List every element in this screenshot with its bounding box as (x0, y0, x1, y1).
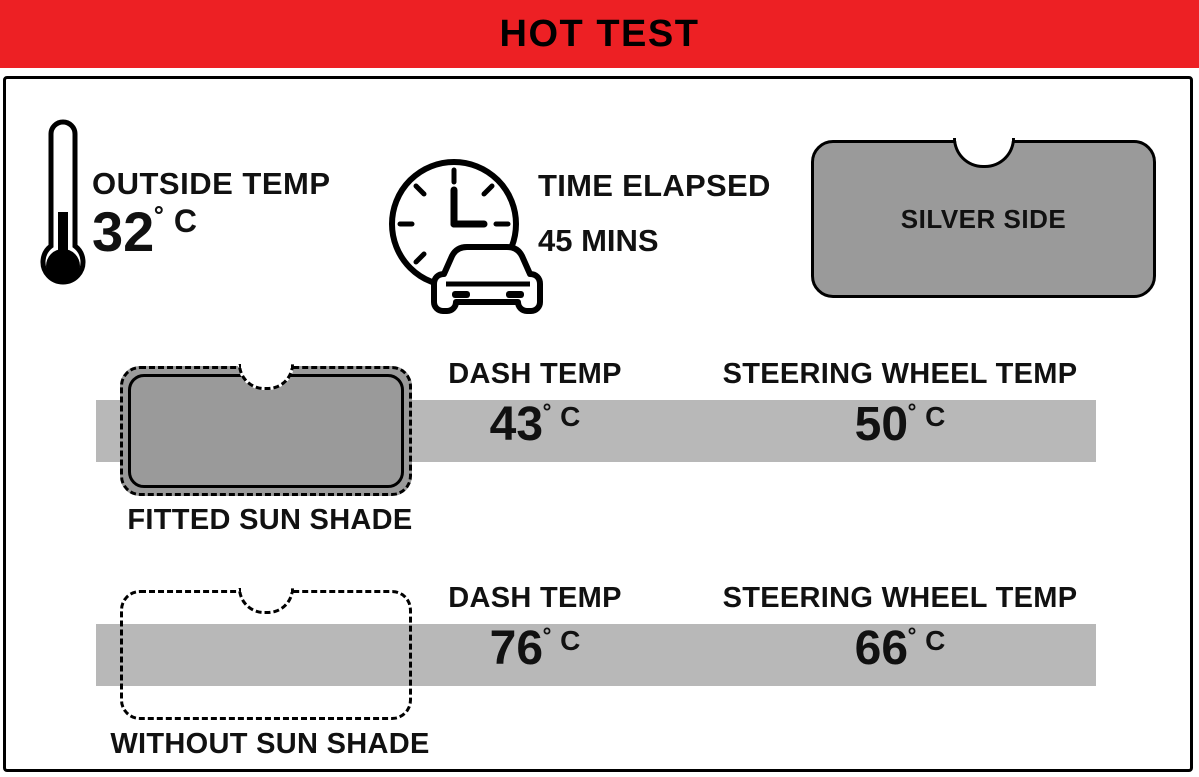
time-elapsed-value: 45 MINS (538, 223, 659, 258)
metric-unit: ˚ C (908, 625, 946, 656)
comparison-row-without (0, 554, 1199, 760)
fitted-steering-wheel-temp (700, 360, 1100, 449)
outside-temp-block (92, 168, 362, 262)
metric-value: 50 (854, 398, 909, 451)
metric-label: STEERING WHEEL TEMP (722, 582, 1078, 614)
silver-side-label: SILVER SIDE (900, 204, 1067, 234)
fitted-dash-temp (410, 360, 660, 449)
without-steering-wheel-temp (700, 584, 1100, 673)
thermometer-icon (40, 116, 86, 306)
comparison-row-fitted (0, 330, 1199, 536)
metric-value: 66 (854, 622, 909, 675)
metric-label: STEERING WHEEL TEMP (722, 358, 1078, 390)
metric-value-group (410, 398, 660, 451)
page-title: HOT TEST (499, 12, 700, 55)
without-dash-temp (410, 584, 660, 673)
outside-temp-label: OUTSIDE TEMP (92, 166, 331, 201)
metric-value-group (410, 622, 660, 675)
outside-temp-value: 32 (92, 200, 155, 263)
metric-label: DASH TEMP (448, 358, 622, 390)
outside-temp-value-group (92, 200, 362, 263)
metric-value: 43 (489, 398, 544, 451)
header-bar (0, 0, 1199, 68)
summary-row (0, 76, 1199, 326)
metric-unit: ˚ C (908, 401, 946, 432)
metric-unit: ˚ C (543, 401, 581, 432)
metric-value: 76 (489, 622, 544, 675)
without-sun-shade-caption: WITHOUT SUN SHADE (110, 728, 430, 760)
metric-value-group (700, 622, 1100, 675)
time-elapsed-block (538, 170, 798, 256)
metric-value-group (700, 398, 1100, 451)
time-elapsed-label: TIME ELAPSED (538, 168, 771, 203)
without-sun-shade-graphic (120, 590, 412, 720)
fitted-sun-shade-caption: FITTED SUN SHADE (127, 504, 413, 536)
silver-side-shade-icon (811, 140, 1156, 298)
metric-label: DASH TEMP (448, 582, 622, 614)
metric-unit: ˚ C (543, 625, 581, 656)
fitted-sun-shade-graphic (120, 366, 412, 496)
outside-temp-unit: ˚ C (154, 203, 197, 239)
